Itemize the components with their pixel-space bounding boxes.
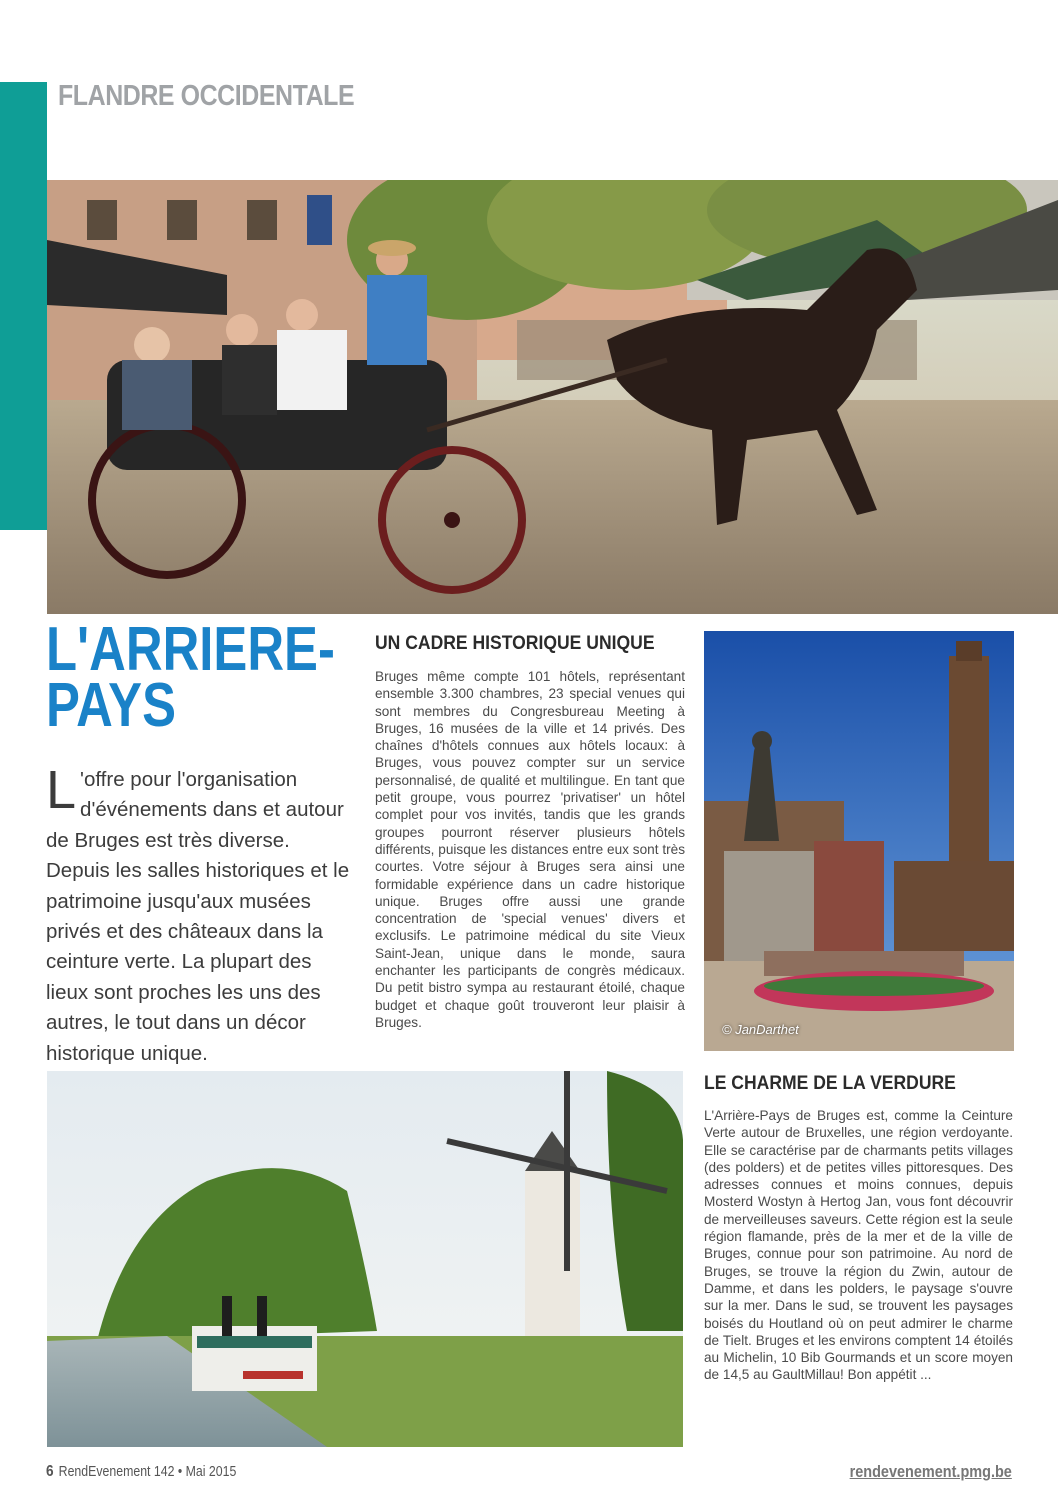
publication-issue: RendEvenement 142 • Mai 2015 <box>58 1464 237 1480</box>
bruges-belfry-photo <box>704 631 1014 1051</box>
section-heading-historic: UN CADRE HISTORIQUE UNIQUE <box>375 632 655 654</box>
section-title: FLANDRE OCCIDENTALE <box>58 80 355 112</box>
section-heading-verdure: LE CHARME DE LA VERDURE <box>704 1072 956 1094</box>
article-title <box>46 615 335 740</box>
intro-paragraph <box>46 760 358 1069</box>
intro-text: 'offre pour l'organisation d'événements dans et autour de Bruges est très diverse. Depuis les salles historiques et le patrimoine jusqu'aux musées privés et des châteaux dans la ceinture verte. La plupart des lieux sont proches les uns des autres, le tout dans un décor historique unique. <box>46 768 350 1065</box>
article-title-line2: PAYS <box>46 671 177 740</box>
section-color-bar <box>0 82 47 530</box>
page-number: 6 <box>46 1463 54 1480</box>
website-link[interactable]: rendevenement.pmg.be <box>849 1462 1012 1481</box>
article-title-line1: L'ARRIERE- <box>46 615 335 684</box>
photo-credit: © JanDarthet <box>722 1022 799 1037</box>
footer-publication-info <box>46 1463 236 1481</box>
windmill-canal-photo <box>47 1071 683 1447</box>
horse-carriage-photo <box>47 180 1058 614</box>
section-body-historic: Bruges même compte 101 hôtels, représentant ensemble 3.300 chambres, 23 special venues qui sont membres du Congresbureau Meeting à Bruges, 16 musées de la ville et 14 privés. Des chaînes d'hôtels connues aux hôtels locaux: à Bruges, vous pouvez compter sur un service personnalisé, de qualité et multilingue. En tant que petit groupe, vous pourrez 'privatiser' un hôtel complet pour vos invités, tandis que les grands groupes pourront réserver plusieurs hôtels différents, puisque les distances entre eux sont très courtes. Votre séjour à Bruges sera ainsi une formidable expérience dans un cadre historique unique. Bruges offre aussi une grande concentration de 'special venues' divers et exclusifs. Le patrimoine médical du site Vieux Saint-Jean, unique dans le monde, saura enchanter les participants de congrès médicaux. Du petit bistro sympa au restaurant étoilé, chaque budget et chaque goût trouveront leur plaisir à Bruges. <box>375 669 685 1030</box>
section-body-verdure: L'Arrière-Pays de Bruges est, comme la Ceinture Verte autour de Bruxelles, une région verdoyante. Elle se caractérise par de charmants petits villages (des polders) et de petites villes pittoresques. Des adresses connues et moins connues, depuis Mosterd Wostyn à Hertog Jan, vous font découvrir de merveilleuses saveurs. Cette région est la seule région flamande, près de la mer et de la ville de Bruges, connue pour son patrimoine. Au nord de Bruges, se trouve la région du Zwin, autour de Damme, et dans les polders, le paysage s'ouvre sur la mer. Dans le sud, se trouvent les paysages boisés du Houtland où on peut admirer le charme de Tielt. Bruges et les environs comptent 14 étoilés au Michelin, 10 Bib Gourmands et un score moyen de 14,5 au GaultMillau! Bon appétit ... <box>704 1108 1013 1383</box>
intro-dropcap: L <box>46 760 77 820</box>
